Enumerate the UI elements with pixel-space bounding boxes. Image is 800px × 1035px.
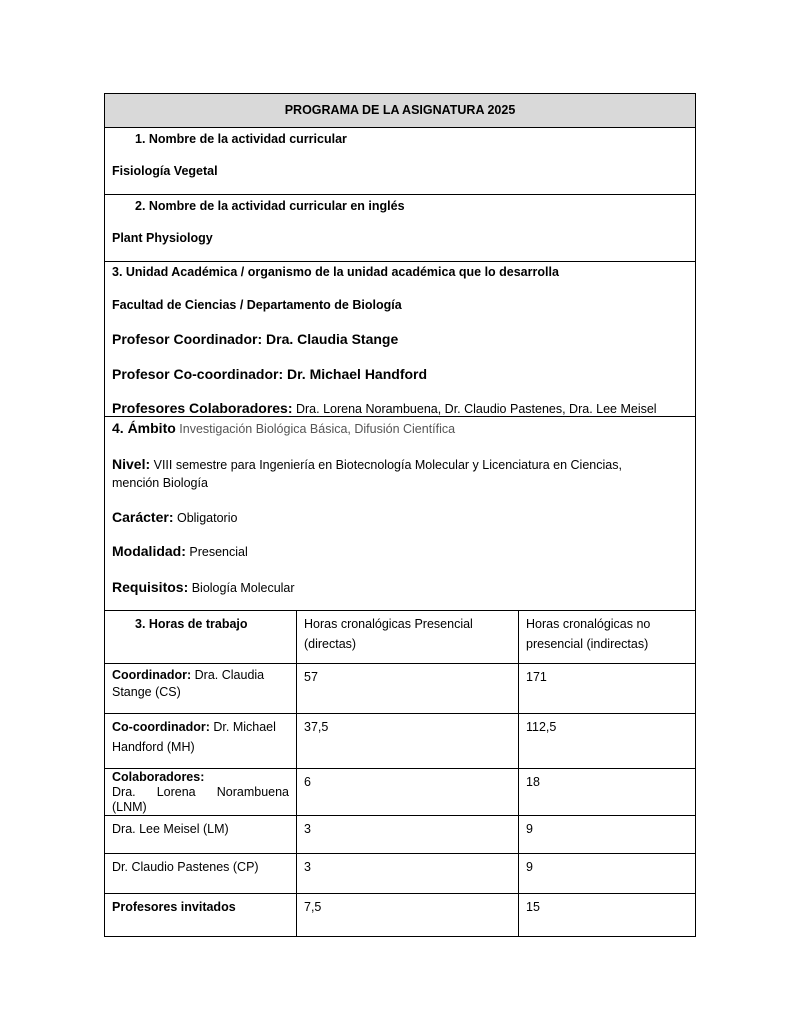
- hours-indirect: 15: [518, 893, 696, 937]
- section-heading: 2. Nombre de la actividad curricular en inglés: [135, 199, 405, 213]
- hours-direct: 3: [296, 853, 519, 894]
- scope-label: 4. Ámbito: [112, 420, 176, 436]
- hours-direct: 6: [296, 768, 519, 816]
- requirements-label: Requisitos:: [112, 579, 189, 595]
- modality-label: Modalidad:: [112, 543, 186, 559]
- course-name-english: Plant Physiology: [112, 231, 213, 245]
- hours-header: Horas cronalógicas no presencial (indirectas): [518, 610, 696, 664]
- level-value-cont: mención Biología: [112, 476, 208, 490]
- hours-indirect: 9: [518, 853, 696, 894]
- hours-indirect: 18: [518, 768, 696, 816]
- section-heading: 1. Nombre de la actividad curricular: [135, 132, 347, 146]
- hours-row-label: Co-coordinador: Dr. Michael Handford (MH): [104, 713, 297, 769]
- collaborators-value: Dra. Lorena Norambuena, Dr. Claudio Pastenes, Dra. Lee Meisel: [295, 402, 657, 416]
- hours-row-label: Profesores invitados: [104, 893, 297, 937]
- section-name: [104, 127, 696, 195]
- section-english-name: [104, 194, 696, 262]
- collaborators-label: Profesores Colaboradores:: [112, 400, 293, 416]
- hours-indirect: 9: [518, 815, 696, 854]
- page-title: PROGRAMA DE LA ASIGNATURA 2025: [104, 93, 696, 128]
- hours-header: 3. Horas de trabajo: [104, 610, 297, 664]
- hours-indirect: 112,5: [518, 713, 696, 769]
- character-value: Obligatorio: [176, 511, 238, 525]
- cocoordinator-label: Profesor Co-coordinador:: [112, 366, 284, 382]
- section-scope: [104, 416, 696, 611]
- requirements-value: Biología Molecular: [191, 581, 295, 595]
- course-name: Fisiología Vegetal: [112, 164, 218, 178]
- level-value: VIII semestre para Ingeniería en Biotecnología Molecular y Licenciatura en Ciencias,: [153, 458, 622, 472]
- hours-row-label: Dr. Claudio Pastenes (CP): [104, 853, 297, 894]
- unit-value: Facultad de Ciencias / Departamento de Biología: [112, 298, 402, 312]
- scope-value: Investigación Biológica Básica, Difusión Científica: [179, 422, 456, 436]
- hours-indirect: 171: [518, 663, 696, 714]
- modality-value: Presencial: [189, 545, 248, 559]
- hours-row-label: Dra. Lee Meisel (LM): [104, 815, 297, 854]
- hours-direct: 57: [296, 663, 519, 714]
- hours-direct: 7,5: [296, 893, 519, 937]
- coordinator-label: Profesor Coordinador:: [112, 331, 263, 347]
- character-label: Carácter:: [112, 509, 174, 525]
- level-label: Nivel:: [112, 456, 151, 472]
- section-heading: 3. Unidad Académica / organismo de la unidad académica que lo desarrolla: [112, 265, 559, 279]
- cocoordinator-value: Dr. Michael Handford: [287, 366, 428, 382]
- hours-row-label: Colaboradores: Dra. Lorena Norambuena (LNM): [104, 768, 297, 816]
- hours-row-label: Coordinador: Dra. Claudia Stange (CS): [104, 663, 297, 714]
- hours-header: Horas cronalógicas Presencial (directas): [296, 610, 519, 664]
- hours-direct: 37,5: [296, 713, 519, 769]
- hours-direct: 3: [296, 815, 519, 854]
- section-unit: [104, 261, 696, 417]
- coordinator-value: Dra. Claudia Stange: [266, 331, 399, 347]
